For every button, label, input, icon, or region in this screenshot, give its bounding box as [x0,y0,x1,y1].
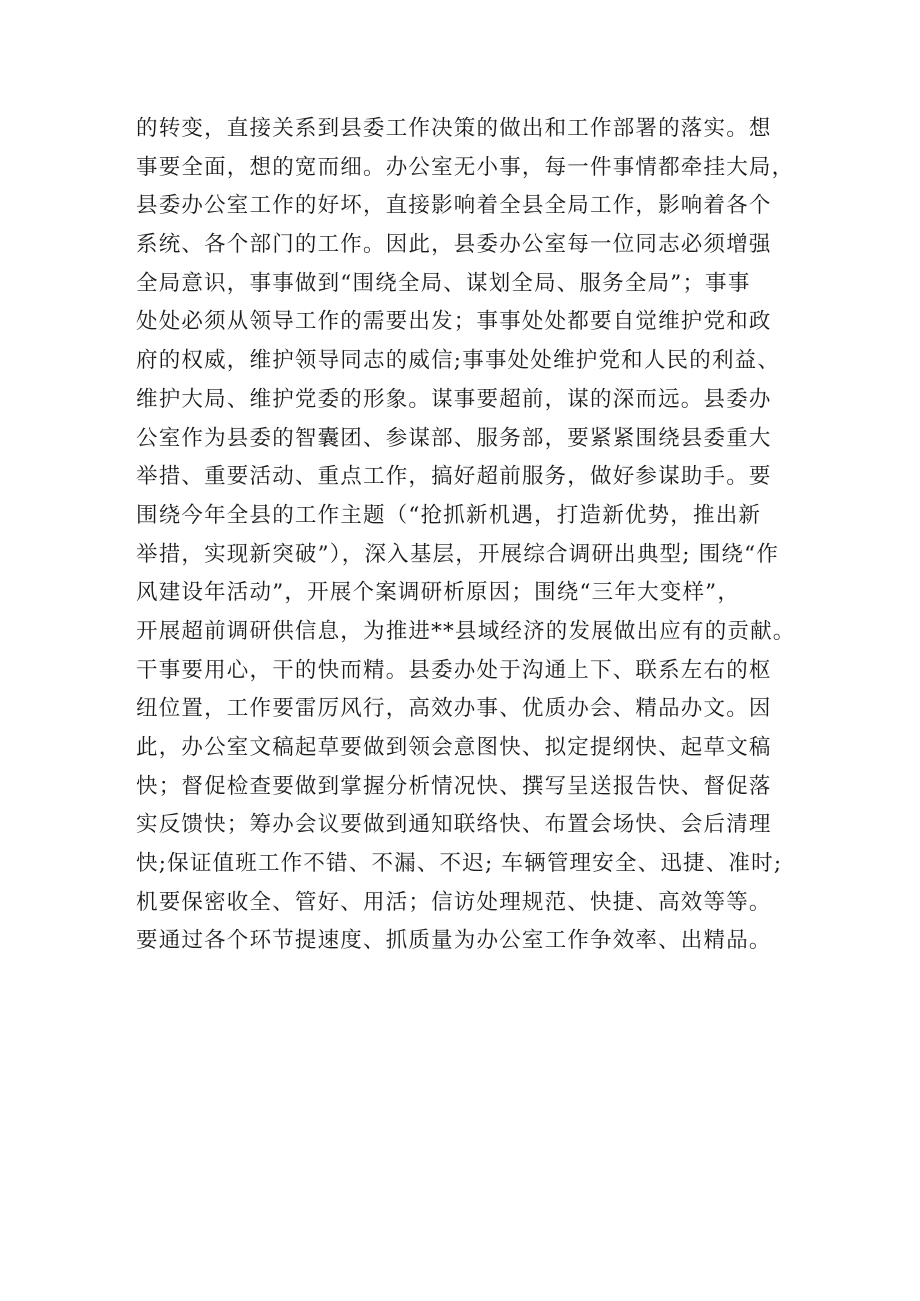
text-line: 全局意识，事事做到“围绕全局、谋划全局、服务全局”；事事 [136,270,751,296]
text-line: 府的权威，维护领导同志的威信;事事处处维护党和人民的利益、 [136,348,781,374]
text-line: 公室作为县委的智囊团、参谋部、服务部，要紧紧围绕县委重大 [136,425,772,451]
text-line: 处处必须从领导工作的需要出发；事事处处都要自觉维护党和政 [136,309,772,335]
text-line: 纽位置，工作要雷厉风行，高效办事、优质办会、精品办文。因 [136,696,772,722]
text-line: 快;保证值班工作不错、不漏、不迟; 车辆管理安全、迅捷、准时; [136,851,783,877]
text-line: 举措、重要活动、重点工作，搞好超前服务，做好参谋助手。要 [136,464,772,490]
text-line: 此，办公室文稿起草要做到领会意图快、拟定提纲快、起草文稿 [136,735,772,760]
text-line: 维护大局、维护党委的形象。谋事要超前，谋的深而远。县委办 [136,386,772,412]
text-line: 系统、各个部门的工作。因此，县委办公室每一位同志必须增强 [136,232,772,258]
text-line: 开展超前调研供信息，为推进**县域经济的发展做出应有的贡献。 [136,618,796,644]
body-paragraph [136,110,826,961]
text-line: 围绕今年全县的工作主题（“抢抓新机遇，打造新优势，推出新 [136,502,762,528]
text-line: 县委办公室工作的好坏，直接影响着全县全局工作，影响着各个 [136,193,772,219]
text-line: 实反馈快；筹办会议要做到通知联络快、布置会场快、会后清理 [136,812,772,838]
text-line: 快；督促检查要做到掌握分析情况快、撰写呈送报告快、督促落 [136,773,772,799]
text-line: 风建设年活动”，开展个案调研析原因；围绕“三年大变样”， [136,580,741,606]
text-line: 机要保密收全、管好、用活；信访处理规范、快捷、高效等等。 [136,889,772,915]
text-line: 举措，实现新突破”），深入基层，开展综合调研出典型; 围绕“作 [136,541,780,567]
text-line: 要通过各个环节提速度、抓质量为办公室工作争效率、出精品。 [136,928,772,954]
text-line: 干事要用心，干的快而精。县委办处于沟通上下、联系左右的枢 [136,657,772,683]
text-line: 事要全面，想的宽而细。办公室无小事，每一件事情都牵挂大局， [136,154,795,180]
text-line: 的转变，直接关系到县委工作决策的做出和工作部署的落实。想 [136,116,772,141]
